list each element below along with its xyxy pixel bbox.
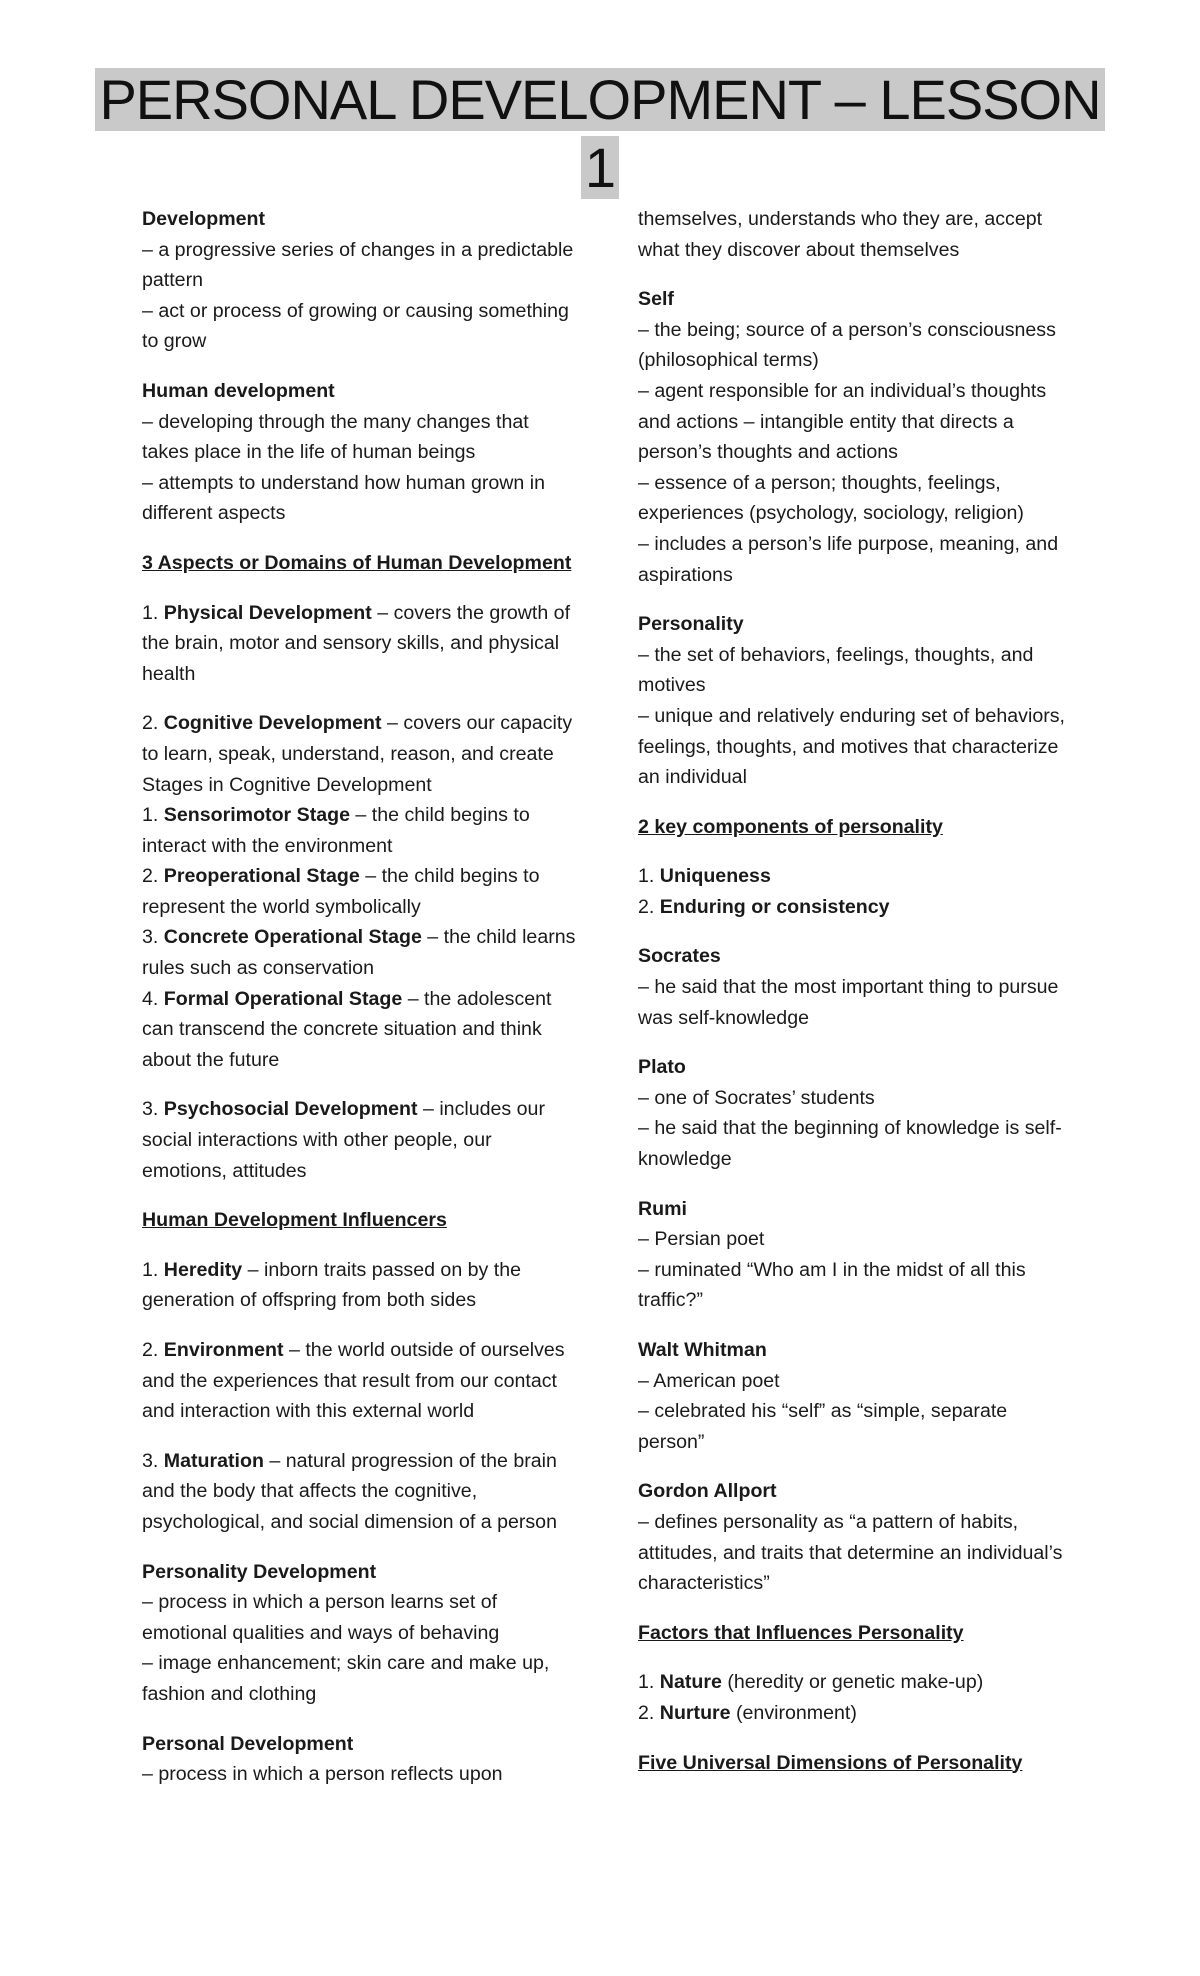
personality-development-section bbox=[142, 1557, 578, 1710]
physical-development-item bbox=[142, 598, 578, 690]
item-number: 1. bbox=[142, 804, 164, 827]
item-desc: – includes our social interactions with other people, our emotions, attitudes bbox=[142, 1098, 545, 1182]
continuation-text: themselves, understands who they are, accept what they discover about themselves bbox=[638, 208, 1043, 261]
plato-section bbox=[638, 1052, 1070, 1174]
plato-line: – he said that the beginning of knowledge is self-knowledge bbox=[638, 1117, 1062, 1171]
factors-list bbox=[638, 1667, 1070, 1728]
personal-development-heading: Personal Development bbox=[142, 1732, 354, 1755]
human-development-line: – developing through the many changes that takes place in the life of human beings bbox=[142, 410, 529, 464]
item-number: 2. bbox=[638, 895, 660, 918]
whitman-section bbox=[638, 1335, 1070, 1457]
item-number: 1. bbox=[638, 865, 660, 888]
personality-development-heading: Personality Development bbox=[142, 1560, 377, 1583]
components-list bbox=[638, 861, 1070, 922]
plato-line: – one of Socrates’ students bbox=[638, 1086, 875, 1109]
components-heading: 2 key components of personality bbox=[638, 815, 943, 838]
aspects-heading: 3 Aspects or Domains of Human Development bbox=[142, 551, 572, 574]
left-column bbox=[142, 204, 578, 1790]
heredity-item bbox=[142, 1255, 578, 1316]
development-line: – act or process of growing or causing something to grow bbox=[142, 299, 569, 353]
development-heading: Development bbox=[142, 208, 266, 230]
self-heading: Self bbox=[638, 288, 674, 311]
personal-development-line: – process in which a person reflects upon bbox=[142, 1763, 503, 1786]
stage-item bbox=[142, 861, 578, 922]
item-desc: – the child begins to represent the world symbolically bbox=[142, 865, 540, 918]
factor-item bbox=[638, 1667, 1070, 1698]
maturation-item bbox=[142, 1446, 578, 1538]
item-term: Heredity bbox=[163, 1258, 243, 1281]
development-line: – a progressive series of changes in a predictable pattern bbox=[142, 238, 574, 292]
item-desc: – inborn traits passed on by the generation of offspring from both sides bbox=[142, 1258, 522, 1312]
allport-heading: Gordon Allport bbox=[638, 1480, 777, 1503]
item-term: Environment bbox=[163, 1339, 284, 1361]
human-development-section bbox=[142, 376, 578, 529]
item-number: 3. bbox=[142, 926, 164, 949]
stage-item bbox=[142, 922, 578, 983]
item-number: 3. bbox=[142, 1449, 164, 1472]
rumi-heading: Rumi bbox=[638, 1197, 687, 1220]
item-desc: – the child begins to interact with the environment bbox=[142, 804, 530, 857]
factor-item bbox=[638, 1698, 1070, 1729]
item-term: Sensorimotor Stage bbox=[163, 804, 350, 827]
item-desc: (heredity or genetic make-up) bbox=[721, 1671, 984, 1694]
item-number: 1. bbox=[638, 1671, 660, 1694]
item-desc: (environment) bbox=[730, 1701, 857, 1724]
development-section bbox=[142, 204, 578, 357]
self-section bbox=[638, 284, 1070, 590]
page-title-wrap bbox=[0, 66, 1200, 202]
item-term: Nurture bbox=[659, 1701, 731, 1724]
item-term: Preoperational Stage bbox=[163, 865, 360, 888]
human-development-line: – attempts to understand how human grown in different aspects bbox=[142, 471, 546, 525]
psychosocial-development-item bbox=[142, 1094, 578, 1186]
socrates-heading: Socrates bbox=[638, 945, 721, 968]
factors-heading: Factors that Influences Personality bbox=[638, 1621, 964, 1644]
item-number: 2. bbox=[638, 1701, 660, 1724]
plato-heading: Plato bbox=[638, 1056, 686, 1079]
personality-line: – unique and relatively enduring set of behaviors, feelings, thoughts, and motives that characterize an individual bbox=[638, 704, 1065, 789]
item-term: Concrete Operational Stage bbox=[163, 926, 422, 949]
allport-section bbox=[638, 1476, 1070, 1598]
self-line: – agent responsible for an individual’s thoughts and actions – intangible entity that directs a person’s thoughts and actions bbox=[638, 379, 1047, 464]
item-number: 2. bbox=[142, 712, 164, 735]
item-term: Nature bbox=[659, 1671, 722, 1694]
page-title bbox=[95, 66, 1104, 202]
stage-item bbox=[142, 984, 578, 1076]
item-number: 4. bbox=[142, 987, 164, 1010]
allport-line: – defines personality as “a pattern of habits, attitudes, and traits that determine an individual’s characteristics” bbox=[638, 1510, 1063, 1595]
rumi-line: – ruminated “Who am I in the midst of all this traffic?” bbox=[638, 1258, 1026, 1312]
item-number: 2. bbox=[142, 1339, 164, 1361]
personality-development-line: – image enhancement; skin care and make up, fashion and clothing bbox=[142, 1652, 550, 1705]
whitman-line: – celebrated his “self” as “simple, separate person” bbox=[638, 1400, 1008, 1453]
rumi-section bbox=[638, 1194, 1070, 1316]
cognitive-development-item bbox=[142, 708, 578, 1075]
title-line-2: 1 bbox=[581, 136, 619, 199]
right-column bbox=[638, 204, 1070, 1797]
stages-label: Stages in Cognitive Development bbox=[142, 773, 432, 796]
human-development-heading: Human development bbox=[142, 379, 335, 402]
item-term: Enduring or consistency bbox=[659, 895, 890, 918]
item-term: Cognitive Development bbox=[163, 712, 382, 735]
item-term: Psychosocial Development bbox=[163, 1098, 418, 1121]
dimensions-heading: Five Universal Dimensions of Personality bbox=[638, 1751, 1023, 1774]
personality-heading: Personality bbox=[638, 613, 744, 636]
item-number: 1. bbox=[142, 1258, 164, 1281]
item-number: 2. bbox=[142, 865, 164, 888]
item-desc: – covers our capacity to learn, speak, understand, reason, and create bbox=[142, 712, 573, 765]
item-term: Uniqueness bbox=[659, 865, 771, 888]
whitman-heading: Walt Whitman bbox=[638, 1339, 767, 1361]
item-term: Maturation bbox=[163, 1449, 264, 1472]
socrates-line: – he said that the most important thing to pursue was self-knowledge bbox=[638, 976, 1059, 1029]
personality-section bbox=[638, 609, 1070, 793]
self-line: – includes a person’s life purpose, meaning, and aspirations bbox=[638, 532, 1059, 586]
self-line: – the being; source of a person’s consciousness (philosophical terms) bbox=[638, 318, 1056, 372]
item-term: Formal Operational Stage bbox=[163, 987, 403, 1010]
component-item bbox=[638, 861, 1070, 892]
item-desc: – natural progression of the brain and the body that affects the cognitive, psychological, and social dimension of a person bbox=[142, 1449, 557, 1533]
item-desc: – the child learns rules such as conservation bbox=[142, 926, 576, 980]
influencers-heading: Human Development Influencers bbox=[142, 1209, 447, 1232]
rumi-line: – Persian poet bbox=[638, 1228, 765, 1251]
item-number: 3. bbox=[142, 1098, 164, 1121]
personality-line: – the set of behaviors, feelings, thoughts, and motives bbox=[638, 643, 1034, 697]
component-item bbox=[638, 892, 1070, 923]
whitman-line: – American poet bbox=[638, 1369, 780, 1392]
item-term: Physical Development bbox=[163, 601, 372, 624]
self-line: – essence of a person; thoughts, feelings, experiences (psychology, sociology, religion) bbox=[638, 471, 1024, 525]
item-desc: – the adolescent can transcend the concrete situation and think about the future bbox=[142, 987, 552, 1071]
socrates-section bbox=[638, 941, 1070, 1033]
title-line-1: PERSONAL DEVELOPMENT – LESSON bbox=[95, 68, 1104, 131]
environment-item bbox=[142, 1335, 578, 1427]
item-number: 1. bbox=[142, 601, 164, 624]
item-desc: – the world outside of ourselves and the experiences that result from our contact and interaction with this external world bbox=[142, 1339, 565, 1423]
item-desc: – covers the growth of the brain, motor and sensory skills, and physical health bbox=[142, 601, 571, 685]
personality-development-line: – process in which a person learns set of emotional qualities and ways of behaving bbox=[142, 1591, 500, 1644]
stage-item bbox=[142, 800, 578, 861]
personal-development-section bbox=[142, 1729, 578, 1790]
